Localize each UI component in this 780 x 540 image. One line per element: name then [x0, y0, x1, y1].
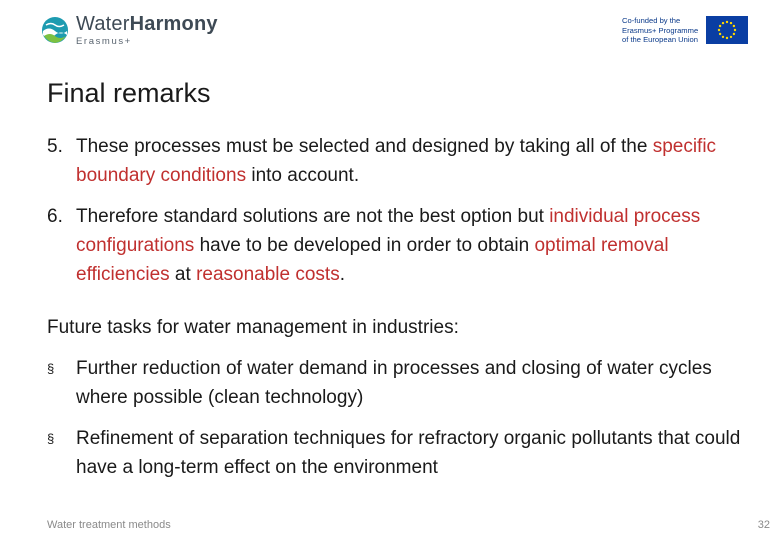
future-tasks-heading: Future tasks for water management in industries: [47, 317, 459, 338]
item-text-highlight: individual process configurations [76, 206, 701, 256]
item-text-highlight: specific boundary conditions [76, 136, 717, 186]
bullet-text: Further reduction of water demand in processes and closing of water cycles where possible (clean technology) [76, 358, 712, 408]
water-harmony-logo [40, 14, 218, 48]
eu-badge-line-2: Erasmus+ Programme [622, 25, 699, 35]
footer-course-title: Water treatment methods [47, 519, 171, 531]
bullet-item [47, 354, 767, 412]
eu-cofunding-badge [622, 16, 748, 45]
logo-title [76, 14, 218, 34]
page-number: 32 [757, 519, 770, 531]
item-text-plain: have to be developed in order to obtain [194, 235, 535, 256]
item-number: 6. [47, 206, 63, 227]
item-text [76, 132, 767, 190]
slide-title: Final remarks [47, 78, 211, 108]
item-text-highlight: reasonable costs [196, 264, 340, 285]
logo-subtitle: Erasmus+ [76, 36, 132, 47]
bullet-text: Refinement of separation techniques for refractory organic pollutants that could have a long-term effect on the environment [76, 428, 741, 478]
item-text-plain: Therefore standard solutions are not the best option but [76, 206, 550, 227]
numbered-item-6 [47, 202, 767, 289]
eu-badge-line-3: of the European Union [622, 35, 698, 45]
logo-title-harmony: Harmony [129, 13, 218, 35]
logo-title-water: Water [76, 13, 130, 35]
bullet-item [47, 424, 767, 482]
bullet-marker: § [47, 361, 55, 376]
eu-badge-line-1: Co-funded by the [622, 16, 681, 25]
item-text-plain: . [339, 264, 345, 285]
bullet-marker: § [47, 431, 55, 446]
eu-badge-text [622, 16, 698, 45]
item-text-highlight: optimal removal efficiencies [76, 235, 669, 285]
item-text-plain: into account. [246, 165, 360, 186]
eu-flag-icon [706, 16, 748, 44]
item-text-plain: at [169, 264, 197, 285]
numbered-item-5 [47, 132, 767, 190]
water-drop-logo-icon [40, 15, 70, 45]
item-number: 5. [47, 136, 63, 157]
item-text-plain: These processes must be selected and designed by taking all of the [76, 136, 653, 157]
item-text [76, 202, 767, 289]
